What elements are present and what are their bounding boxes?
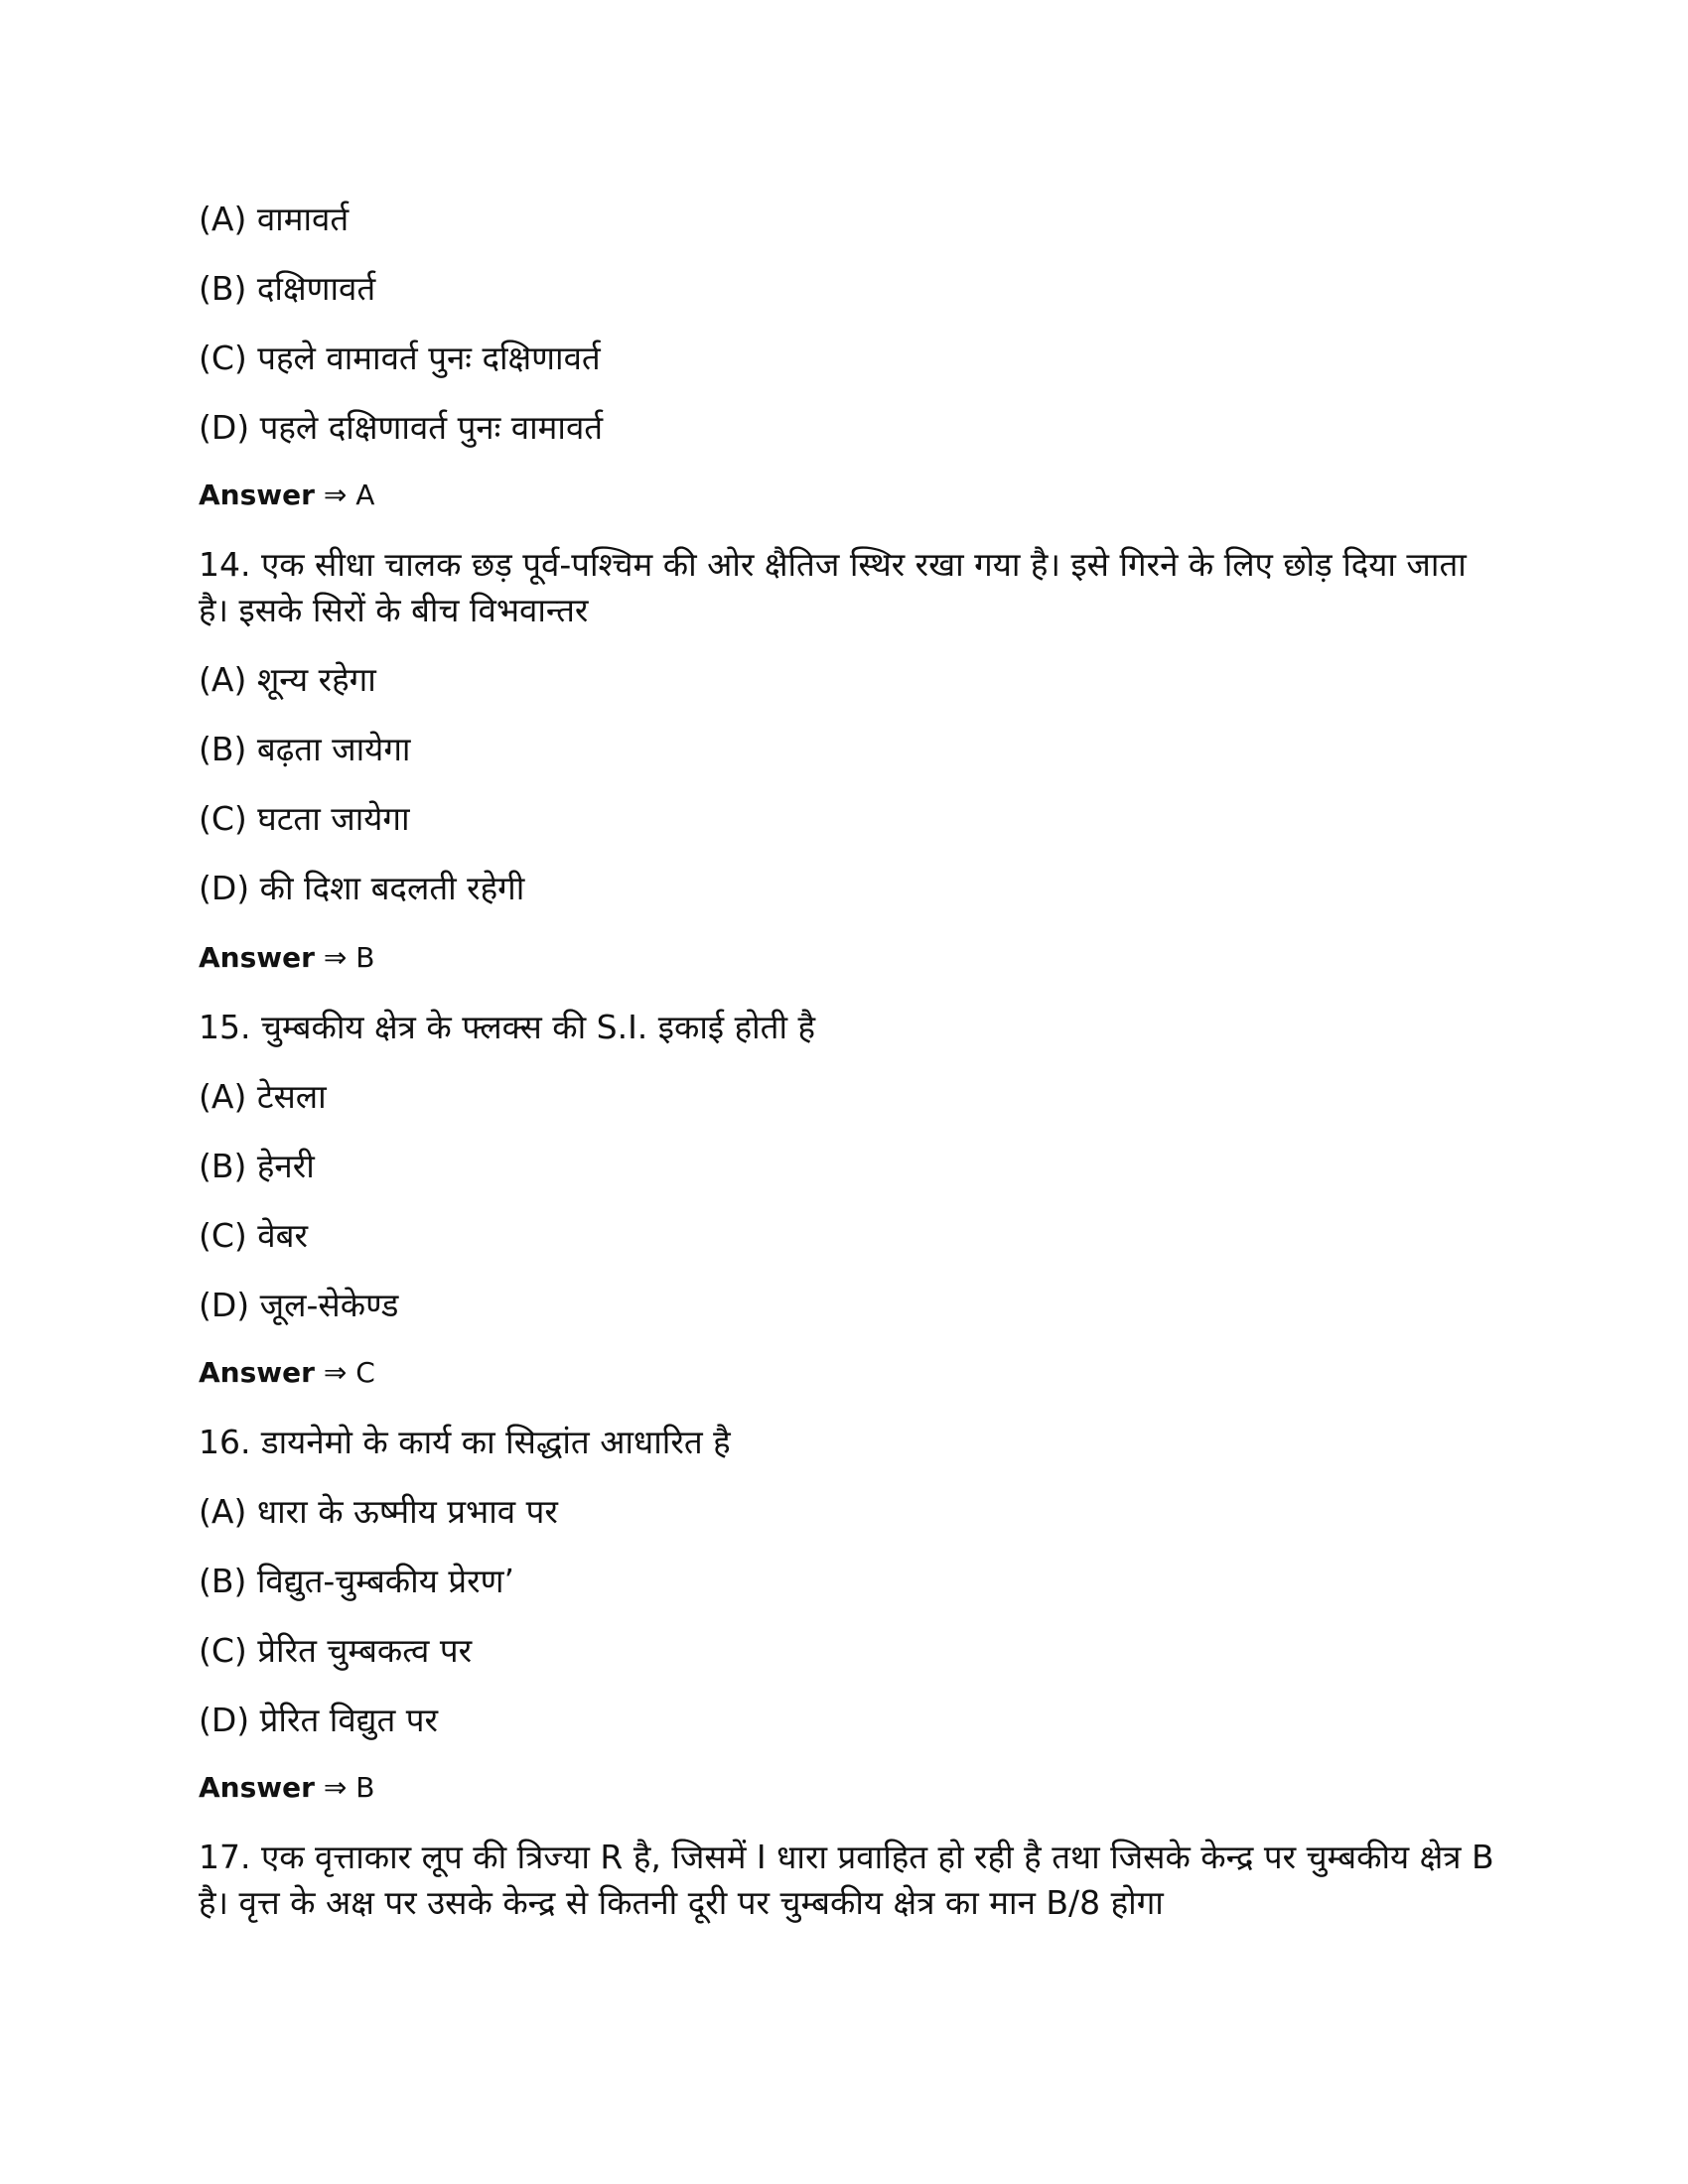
option-b-q13: (B) दक्षिणावर्त: [199, 269, 376, 308]
option-b-q16: (B) विद्युत-चुम्बकीय प्रेरण’: [199, 1562, 514, 1600]
option-b-q14: (B) बढ़ता जायेगा: [199, 730, 411, 768]
question-17-line-1: 17. एक वृत्ताकार लूप की त्रिज्या R है, जिसमें I धारा प्रवाहित हो रही है तथा जिसके केन्द्र पर चुम्बकीय क्षेत्र B: [199, 1838, 1494, 1876]
answer-arrow: ⇒: [323, 941, 348, 974]
answer-arrow: ⇒: [323, 478, 348, 511]
answer-label: Answer: [199, 941, 315, 974]
answer-label: Answer: [199, 1771, 315, 1804]
answer-q13: [199, 473, 1489, 518]
option-d-q13: (D) पहले दक्षिणावर्त पुनः वामावर्त: [199, 408, 604, 447]
answer-value: C: [355, 1356, 375, 1389]
option-c-q16: (C) प्रेरित चुम्बकत्व पर: [199, 1631, 473, 1670]
answer-value: B: [355, 941, 375, 974]
option-a-q14: (A) शून्य रहेगा: [199, 660, 376, 699]
option-a-q15: (A) टेसला: [199, 1077, 327, 1116]
option-d-q16: (D) प्रेरित विद्युत पर: [199, 1701, 438, 1739]
option-c-q15: (C) वेबर: [199, 1216, 308, 1255]
answer-value: B: [355, 1771, 375, 1804]
option-a-q13: (A) वामावर्त: [199, 200, 350, 238]
answer-arrow: ⇒: [323, 1356, 348, 1389]
answer-arrow: ⇒: [323, 1771, 348, 1804]
answer-q14: [199, 935, 1489, 981]
answer-q15: [199, 1350, 1489, 1396]
question-17-line-2: है। वृत्त के अक्ष पर उसके केन्द्र से कितनी दूरी पर चुम्बकीय क्षेत्र का मान B/8 होगा: [199, 1883, 1164, 1922]
option-c-q14: (C) घटता जायेगा: [199, 799, 410, 838]
answer-value: A: [355, 478, 375, 511]
answer-label: Answer: [199, 478, 315, 511]
option-d-q14: (D) की दिशा बदलती रहेगी: [199, 869, 525, 907]
question-16-line-1: 16. डायनेमो के कार्य का सिद्धांत आधारित है: [199, 1423, 731, 1461]
answer-q16: [199, 1765, 1489, 1811]
answer-label: Answer: [199, 1356, 315, 1389]
question-14-line-1: 14. एक सीधा चालक छड़ पूर्व-पश्चिम की ओर क्षैतिज स्थिर रखा गया है। इसे गिरने के लिए छोड़ दिया जाता: [199, 545, 1467, 584]
question-15-line-1: 15. चुम्बकीय क्षेत्र के फ्लक्स की S.I. इकाई होती है: [199, 1008, 816, 1046]
option-b-q15: (B) हेनरी: [199, 1147, 315, 1185]
option-d-q15: (D) जूल-सेकेण्ड: [199, 1286, 399, 1324]
question-14-line-2: है। इसके सिरों के बीच विभवान्तर: [199, 591, 589, 629]
option-c-q13: (C) पहले वामावर्त पुनः दक्षिणावर्त: [199, 339, 601, 377]
option-a-q16: (A) धारा के ऊष्मीय प्रभाव पर: [199, 1492, 558, 1531]
